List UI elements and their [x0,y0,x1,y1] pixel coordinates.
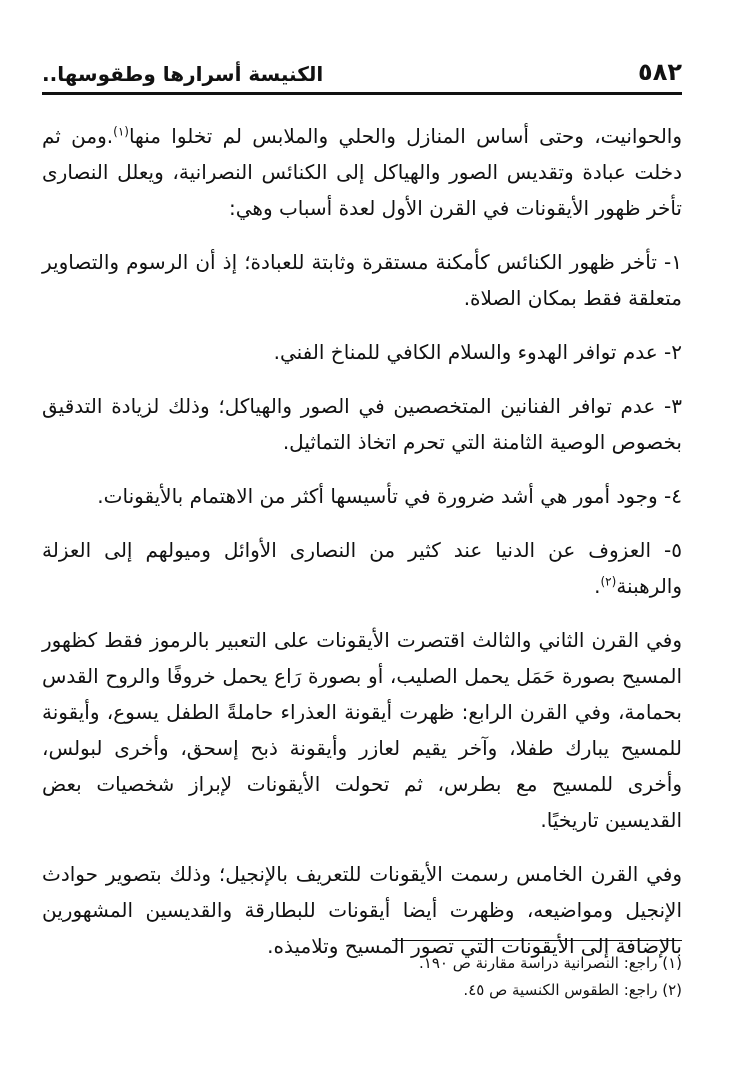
list-item: ٥- العزوف عن الدنيا عند كثير من النصارى الأوائل وميولهم إلى العزلة والرهبنة$^{(٢)}$. [42,538,682,598]
footnote-ref-2: (٢) [600,574,617,589]
list-item: ٤- وجود أمور هي أشد ضرورة في تأسيسها أكثر من الاهتمام بالأيقونات. [97,484,682,508]
main-text [42,118,682,982]
footnote-ref-1: (١) [113,124,129,139]
paragraph-2: وفي القرن الثاني والثالث اقتصرت الأيقونات على التعبير بالرموز فقط كظهور المسيح بصورة حَمَل يحمل الصليب، أو بصورة رَاع يحمل خروفًا والروح القدس بحمامة، وفي القرن الرابع: ظهرت أيقونة العذراء حاملةً الطفل يسوع، وأيقونة للمسيح يبارك طفلا، وآخر يقيم لعازر وأيقونة ذبح إسحق، وأخرى لبولس، وأخرى للمسيح مع بطرس، ثم تحولت الأيقونات لإبراز شخصيات بعض القديسين تاريخيًا. [42,628,682,832]
paragraph-1: والحوانيت، وحتى أساس المنازل والحلي والملابس لم تخلوا منها$^{(١)}$.ومن ثم دخلت عبادة وتقديس الصور والهياكل إلى الكنائس النصرانية، ويعلل النصارى تأخر ظهور الأيقونات في القرن الأول لعدة أسباب وهي: [42,124,682,220]
footnote-1: (١) راجع: النصرانية دراسة مقارنة ص ١٩٠. [418,954,682,972]
paragraph-3: وفي القرن الخامس رسمت الأيقونات للتعريف بالإنجيل؛ وذلك بتصوير حوادث الإنجيل ومواضيعه، وظهرت أيضا أيقونات للبطارقة والقديسين المشهورين بالإضافة إلى الأيقونات التي تصور المسيح وتلاميذه. [42,862,682,958]
list-item: ١- تأخر ظهور الكنائس كأمكنة مستقرة وثابتة للعبادة؛ إذ أن الرسوم والتصاوير متعلقة فقط بمكان الصلاة. [42,250,682,310]
header-divider [42,92,682,95]
running-title: الكنيسة أسرارها وطقوسها.. [42,62,324,86]
footnotes [42,950,682,1004]
page-header [42,56,682,86]
footnote-divider [392,940,682,941]
footnote-2: (٢) راجع: الطقوس الكنسية ص ٤٥. [463,981,682,999]
list-item: ٣- عدم توافر الفنانين المتخصصين في الصور والهياكل؛ وذلك لزيادة التدقيق بخصوص الوصية الثامنة التي تحرم اتخاذ التماثيل. [42,394,683,454]
list-item: ٢- عدم توافر الهدوء والسلام الكافي للمناخ الفني. [273,340,682,364]
page-number: ٥٨٢ [638,58,682,86]
